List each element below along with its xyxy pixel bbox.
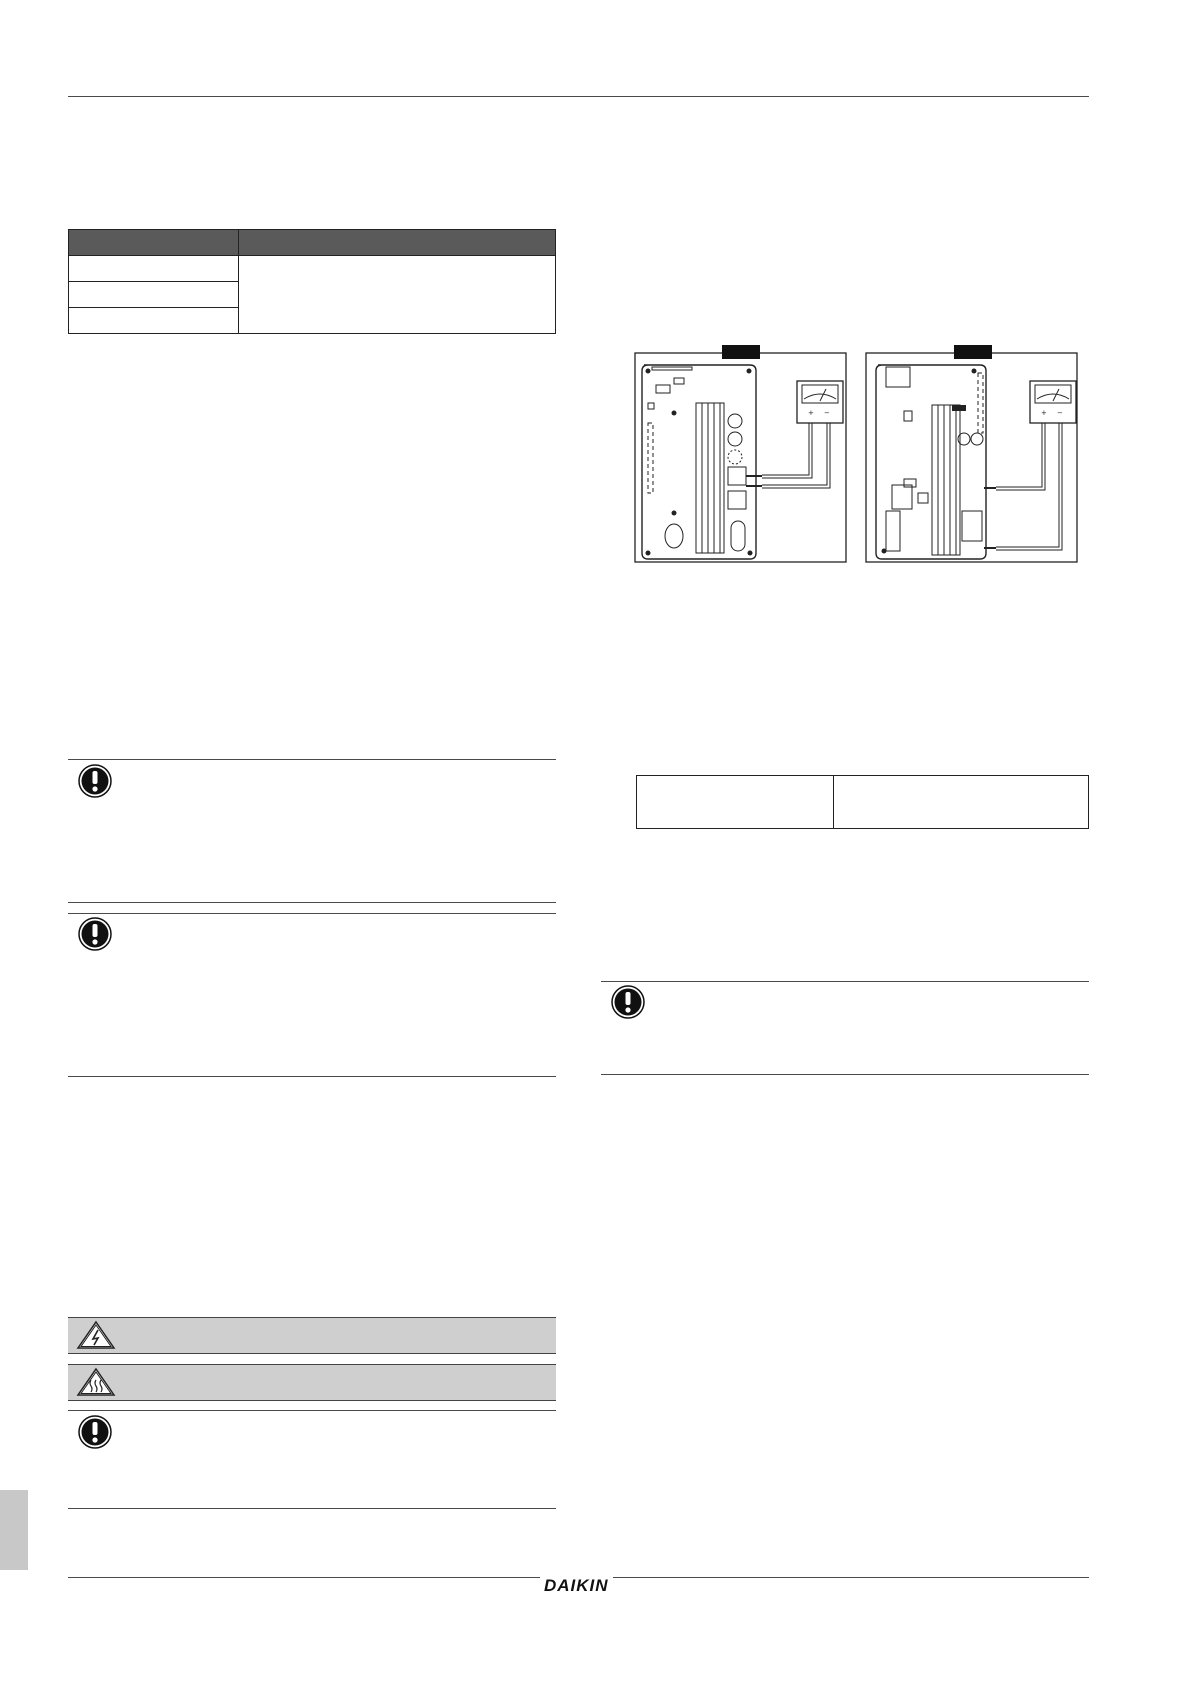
exclamation-icon: [78, 764, 112, 798]
notice-bottom-rule: [68, 1508, 556, 1509]
table-cell: [637, 776, 834, 829]
exclamation-icon: [78, 917, 112, 951]
table-row: [69, 256, 556, 282]
table-cell-merged: [239, 256, 556, 334]
exclamation-icon: [78, 1415, 112, 1449]
table-cell: [69, 256, 239, 282]
pcb-panel-right: [866, 345, 1077, 562]
warning-hot-bar: [68, 1364, 556, 1401]
chapter-side-tab: [0, 1490, 28, 1570]
table-header-cell: [239, 230, 556, 256]
electric-hazard-icon: [76, 1320, 116, 1350]
table-header-row: [69, 230, 556, 256]
pcb-panel-left: [635, 345, 846, 562]
warning-electric-bar: [68, 1317, 556, 1354]
notice-bottom-rule: [68, 1076, 556, 1077]
notice-top-rule: [68, 759, 556, 760]
svg-text:−: −: [824, 409, 830, 417]
svg-text:−: −: [1057, 409, 1063, 417]
table-cell: [834, 776, 1089, 829]
svg-text:+: +: [1041, 409, 1047, 417]
table-header-cell: [69, 230, 239, 256]
table-cell: [69, 282, 239, 308]
notice-top-rule: [68, 1410, 556, 1411]
hot-surface-icon: [76, 1367, 116, 1397]
notice-top-rule: [68, 913, 556, 914]
notice-bottom-rule: [68, 902, 556, 903]
brand-logo: DAIKIN: [540, 1576, 613, 1596]
spec-table: [68, 229, 556, 334]
value-table: [636, 775, 1089, 829]
header-rule: [68, 96, 1089, 97]
table-cell: [69, 308, 239, 334]
figure-label-tab: [954, 345, 992, 359]
notice-bottom-rule: [601, 1074, 1089, 1075]
svg-text:+: +: [808, 409, 814, 417]
exclamation-icon: [611, 985, 645, 1019]
figure-label-tab: [722, 345, 760, 359]
notice-top-rule: [601, 981, 1089, 982]
table-row: [637, 776, 1089, 829]
pcb-measurement-figure: [634, 343, 1078, 564]
